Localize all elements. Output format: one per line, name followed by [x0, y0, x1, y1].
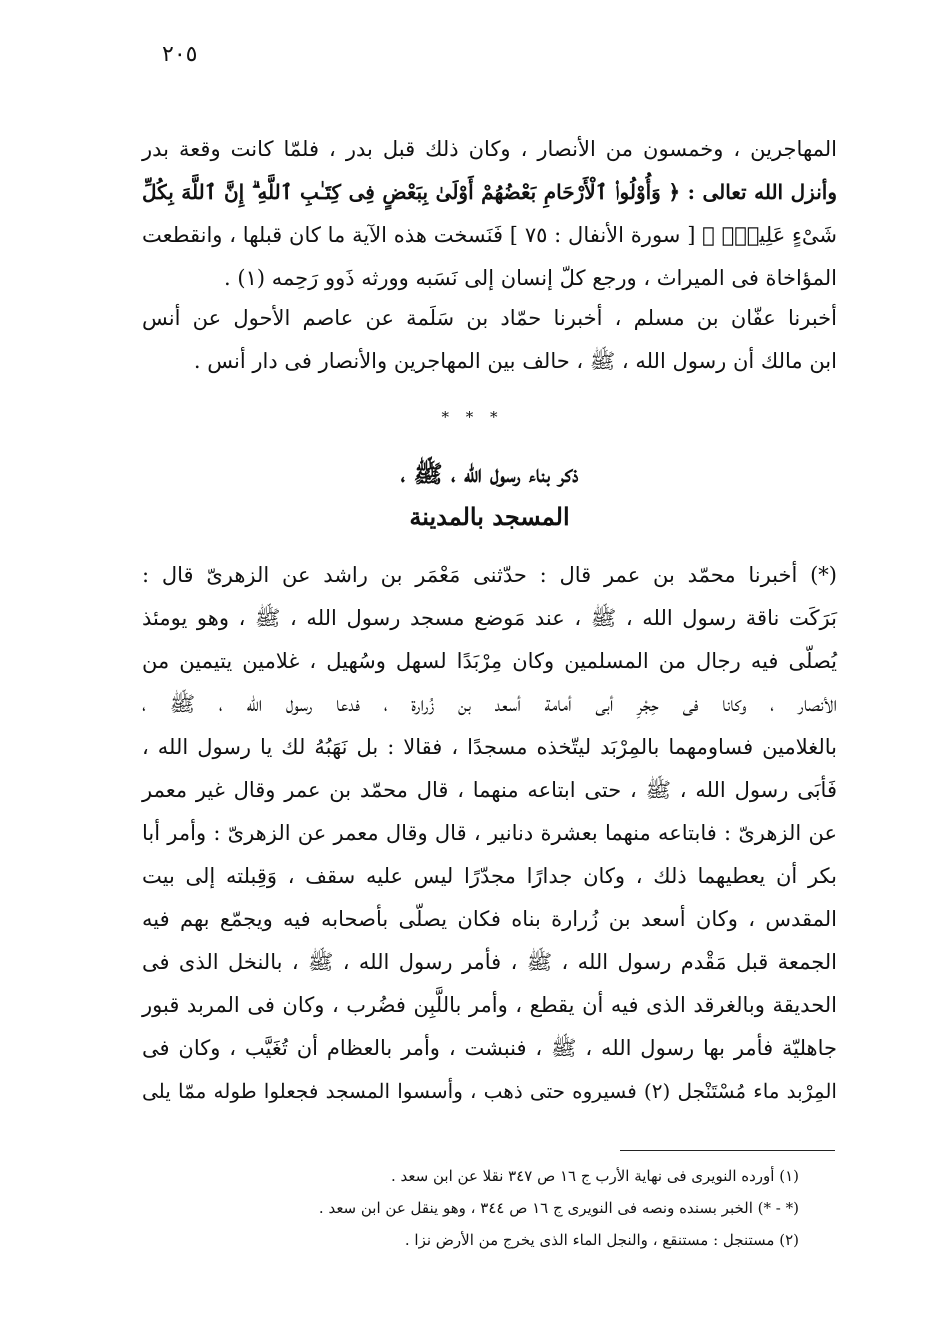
text-line: المؤاخاة فى الميراث ، ورجع كلّ إنسان إلى نَسَبه وورثه ذَوو رَحِمه (١) . — [224, 266, 837, 290]
text-line: شَىْءٍ عَلِيمٌۢ ﴾ [ سورة الأنفال : ٧٥ ] فَنَسخت هذه الآية ما كان قبلها ، وانقطعت — [142, 223, 837, 247]
section-heading-line2: المسجد بالمدينة — [409, 502, 570, 531]
text-line: فَأبَى رسول الله ، ﷺ ، حتى ابتاعه منهما ، قال محمّد بن عمر وقال غير معمر — [142, 778, 837, 802]
footnote-star: (* - *) الخبر بسنده ونصه فى النويرى ج ١٦ ص ٣٤٤ ، وهو ينقل عن ابن سعد . — [318, 1199, 799, 1217]
footnote-divider — [620, 1150, 835, 1151]
text-line: عن الزهرىّ : فابتاعه منهما بعشرة دنانير ، قال وقال معمر عن الزهرىّ : وأمر أبا — [142, 821, 837, 845]
text-line: المهاجرين ، وخمسون من الأنصار ، وكان ذلك قبل بدر ، فلمّا كانت وقعة بدر — [142, 137, 837, 161]
footnote-2: (٢) مستنجل : مستنقع ، والنجل الماء الذى يخرج من الأرض نزا . — [404, 1231, 799, 1249]
page-number: ٢٠٥ — [162, 42, 198, 67]
paragraph-masjid — [142, 554, 837, 1113]
text-line: ابن مالك أن رسول الله ، ﷺ ، حالف بين المهاجرين والأنصار فى دار أنس . — [193, 349, 837, 373]
paragraph-hilf — [142, 297, 837, 383]
text-line: المِرْبد ماء مُسْتَنْجل (٢) فسيروه حتى ذهب ، وأسسوا المسجد فجعلوا طوله ممّا يلى — [142, 1079, 837, 1103]
footnotes — [142, 1160, 837, 1256]
text-line-quran: وأنزل الله تعالى : ﴿ وَأُوْلُوا۟ ٱلْأَرْحَامِ بَعْضُهُمْ أَوْلَىٰ بِبَعْضٍ فِى كِتَـٰبِ ٱللَّهِ ۗ إِنَّ ٱللَّهَ بِكُلِّ — [142, 180, 837, 204]
text-line: بكر أن يعطيهما ذلك ، وكان جدارًا مجدّرًا ليس عليه سقف ، وَقِبلته إلى بيت — [142, 864, 837, 888]
text-line: يُصلّى فيه رجال من المسلمين وكان مِرْبَدًا لسهل وسُهيل ، غلامين يتيمين من — [142, 649, 837, 673]
paragraph-muakhat — [142, 128, 837, 300]
text-line: جاهليّة فأمر بها رسول الله ، ﷺ ، فنبشت ، وأمر بالعظام أن تُغَيَّب ، وكان فى — [142, 1036, 837, 1060]
text-line: الجمعة قبل مَقْدم رسول الله ، ﷺ ، فأمر رسول الله ، ﷺ ، بالنخل الذى فى — [142, 950, 837, 974]
text-line: (*) أخبرنا محمّد بن عمر قال : حدّثنى مَعْمَر بن راشد عن الزهرىّ قال : — [142, 563, 837, 587]
text-line: الحديقة وبالغرقد الذى فيه أن يقطع ، وأمر باللَّبِن فضُرب ، وكان فى المربد قبور — [142, 993, 837, 1017]
footnote-1: (١) أورده النويرى فى نهاية الأرب ج ١٦ ص ٣٤٧ نقلا عن ابن سعد . — [391, 1167, 799, 1185]
section-separator: * * * — [441, 408, 504, 426]
text-line: المقدس ، وكان أسعد بن زُرارة بناه فكان يصلّى بأصحابه فيه ويجمّع بهم فيه — [142, 907, 837, 931]
text-line: بالغلامين فساومهما بالمِرْبَد ليتّخذه مسجدًا ، فقالا : بل نَهَبُهُ لك يا رسول الله ، — [142, 735, 837, 759]
section-heading-line1: ذكر بناء رسول الله ، ﷺ ، — [400, 459, 579, 488]
text-line: بَرَكَت ناقة رسول الله ، ﷺ ، عند مَوضع مسجد رسول الله ، ﷺ ، وهو يومئذ — [142, 606, 837, 630]
text-line: أخبرنا عفّان بن مسلم ، أخبرنا حمّاد بن سَلَمة عن عاصم الأحول عن أنس — [142, 306, 837, 330]
text-line: الأنصار ، وكانا فى حِجْرِ أبى أمامة أسعد بن زُرارة ، فدعا رسول الله ، ﷺ ، — [142, 692, 837, 716]
